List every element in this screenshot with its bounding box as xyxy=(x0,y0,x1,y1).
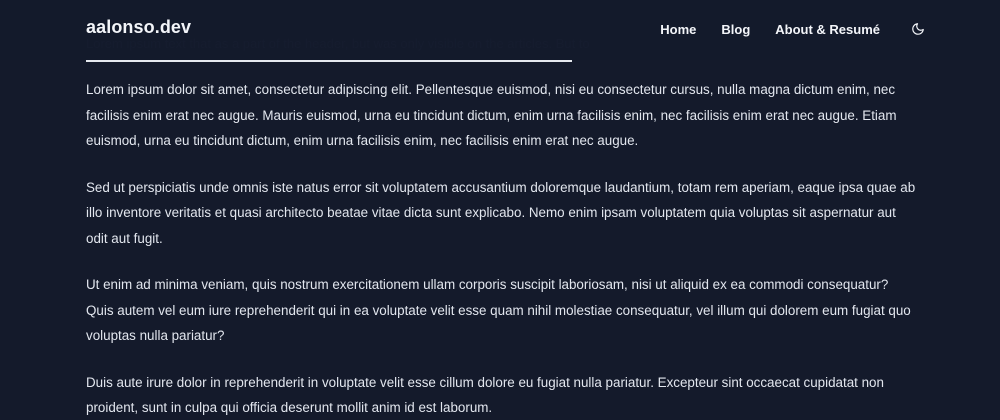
paragraph: Ut enim ad minima veniam, quis nostrum exercitationem ullam corporis suscipit laboriosam, nisi ut aliquid ex ea commodi consequatur? Quis autem vel eum iure reprehenderit qui in ea voluptate velit esse quam nihil molestiae consequatur, vel illum qui dolorem eum fugiat quo voluptas nulla pariatur? xyxy=(86,277,911,343)
nav-about-link[interactable]: About & Resumé xyxy=(775,21,880,37)
top-navbar xyxy=(0,0,1000,60)
title-underline xyxy=(86,60,572,62)
paragraph: Sed ut perspiciatis unde omnis iste natus error sit voluptatem accusantium doloremque laudantium, totam rem aperiam, eaque ipsa quae ab illo inventore veritatis et quasi architecto beatae vitae dicta sunt explicabo. Nemo enim ipsam voluptatem quia voluptas sit aspernatur aut odit aut fugit. xyxy=(86,179,916,246)
article-content xyxy=(86,77,916,420)
main-nav xyxy=(635,21,926,37)
theme-toggle-button[interactable] xyxy=(910,21,926,37)
site-title-link[interactable]: aalonso.dev xyxy=(86,17,192,37)
nav-home-link[interactable]: Home xyxy=(660,21,697,37)
moon-icon xyxy=(911,22,925,36)
paragraph: Lorem ipsum dolor sit amet, consectetur adipiscing elit. Pellentesque euismod, nisi eu consectetur cursus, nulla magna dictum enim, nec facilisis enim erat nec augue. Mauris euismod, urna eu tincidunt dictum, enim urna facilisis enim, nec facilisis enim erat nec augue. Etiam euismod, urna eu tincidunt dictum, enim urna facilisis enim, nec facilisis enim erat nec augue. xyxy=(86,82,897,148)
nav-blog-link[interactable]: Blog xyxy=(721,21,751,37)
paragraph: Duis aute irure dolor in reprehenderit in voluptate velit esse cillum dolore eu fugiat nulla pariatur. Excepteur sint occaecat cupidatat non proident, sunt in culpa qui officia deserunt mollit anim id est laborum. xyxy=(86,374,884,415)
